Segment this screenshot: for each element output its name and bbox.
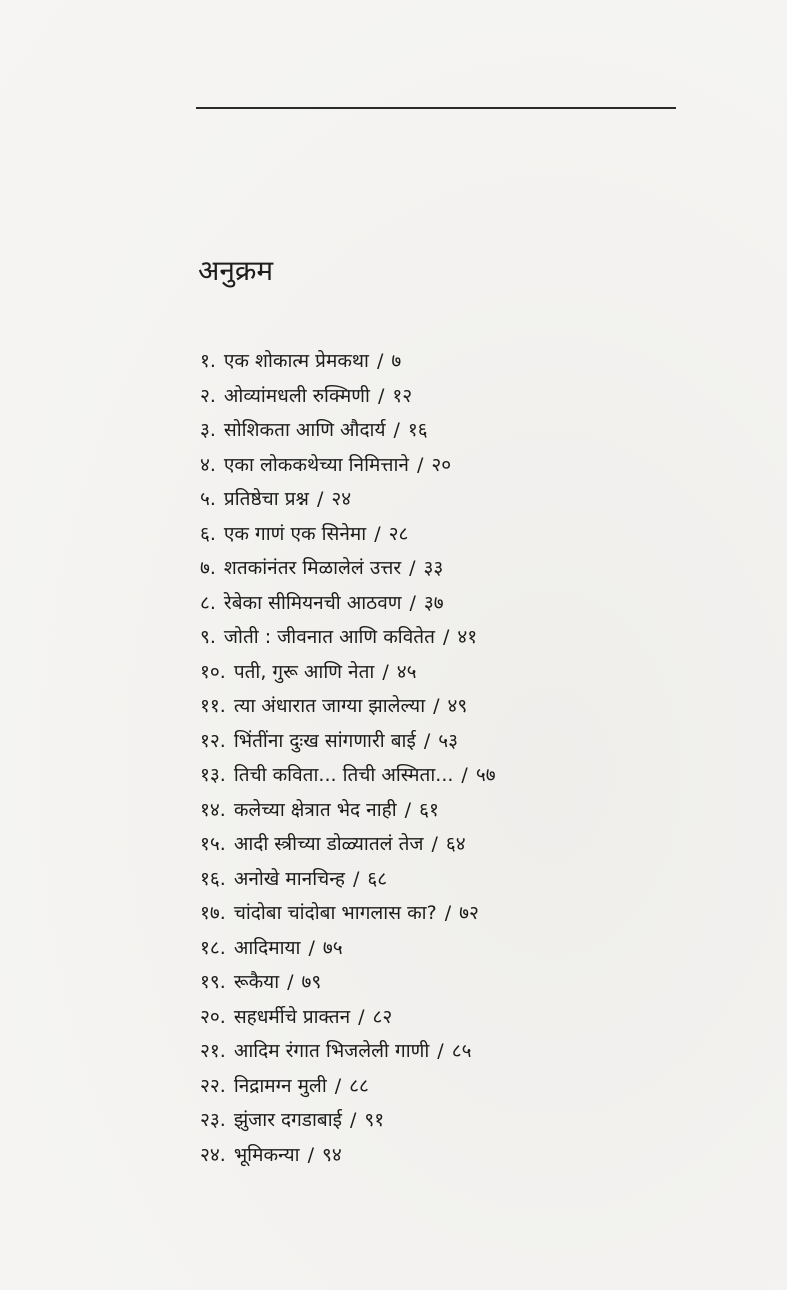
entry-page-number: ४१	[457, 626, 478, 648]
contents-entry	[200, 448, 496, 483]
entry-page-number: ९४	[322, 1143, 342, 1166]
contents-entry	[200, 1138, 496, 1173]
contents-heading: अनुक्रम	[198, 254, 274, 287]
entry-number: ९.	[200, 626, 216, 648]
contents-entry	[200, 793, 496, 828]
entry-title: रूकैया	[233, 971, 280, 993]
entry-title: भूमिकन्या	[233, 1143, 300, 1166]
entry-page-number: ९१	[364, 1109, 385, 1131]
contents-entry	[200, 586, 496, 621]
contents-entry	[200, 379, 496, 414]
entry-separator: /	[382, 660, 389, 683]
entry-title: सोशिकता आणि औदार्य	[223, 419, 386, 441]
entry-title: निद्रामग्न मुली	[233, 1074, 327, 1097]
entry-page-number: २४	[331, 488, 352, 510]
entry-separator: /	[376, 350, 384, 372]
entry-title: एक गाणं एक सिनेमा	[223, 522, 367, 545]
contents-entry	[200, 344, 496, 379]
entry-separator: /	[316, 488, 324, 510]
entry-number: १५.	[200, 833, 226, 855]
contents-entry	[200, 931, 496, 966]
entry-separator: /	[287, 971, 294, 993]
entry-page-number: ५३	[438, 729, 458, 752]
entry-separator: /	[444, 902, 452, 924]
entry-number: १८.	[200, 936, 226, 959]
entry-title: चांदोबा चांदोबा भागलास का?	[233, 902, 437, 924]
entry-separator: /	[308, 936, 315, 959]
entry-separator: /	[433, 695, 440, 717]
entry-number: १२.	[200, 729, 226, 752]
entry-separator: /	[377, 384, 385, 407]
contents-entry	[200, 1034, 496, 1069]
entry-title: ओव्यांमधली रुक्मिणी	[223, 384, 370, 407]
entry-separator: /	[374, 522, 381, 545]
entry-separator: /	[334, 1074, 342, 1097]
entry-page-number: ७९	[301, 971, 322, 993]
entry-page-number: ३७	[423, 591, 444, 614]
entry-number: ४.	[200, 453, 216, 476]
contents-entry	[200, 655, 496, 690]
entry-page-number: २८	[388, 522, 409, 545]
contents-entry	[200, 551, 496, 586]
entry-title: झुंजार दगडाबाई	[233, 1109, 342, 1131]
entry-page-number: ८८	[349, 1074, 369, 1097]
entry-page-number: १२	[392, 384, 413, 407]
entry-separator: /	[423, 729, 431, 752]
contents-list	[200, 344, 496, 1172]
entry-page-number: ८५	[451, 1040, 472, 1062]
contents-entry	[200, 827, 496, 862]
entry-separator: /	[442, 626, 450, 648]
entry-number: २.	[200, 384, 216, 407]
contents-entry	[200, 965, 496, 1000]
entry-number: ८.	[200, 591, 216, 614]
entry-title: भिंतींना दुःख सांगणारी बाई	[233, 729, 416, 752]
entry-number: ५.	[200, 488, 216, 510]
entry-page-number: ७२	[459, 902, 479, 924]
entry-number: १.	[200, 350, 216, 372]
entry-page-number: ३३	[423, 557, 444, 579]
entry-separator: /	[409, 591, 416, 614]
entry-page-number: ४९	[447, 695, 468, 717]
entry-number: ६.	[200, 522, 216, 545]
entry-separator: /	[437, 1040, 444, 1062]
entry-number: २३.	[200, 1109, 226, 1131]
contents-entry	[200, 689, 496, 724]
entry-separator: /	[307, 1143, 314, 1166]
entry-page-number: ७	[391, 350, 402, 372]
entry-title: एका लोककथेच्या निमित्ताने	[223, 453, 409, 476]
entry-number: ११.	[200, 695, 226, 717]
contents-entry	[200, 758, 496, 793]
entry-separator: /	[416, 453, 424, 476]
contents-entry	[200, 896, 496, 931]
entry-title: सहधर्मीचे प्राक्तन	[233, 1005, 351, 1028]
entry-number: १६.	[200, 867, 226, 890]
entry-separator: /	[352, 867, 360, 890]
entry-page-number: ६८	[367, 867, 388, 890]
entry-title: आदिमाया	[233, 936, 301, 959]
entry-separator: /	[358, 1005, 365, 1028]
contents-entry	[200, 413, 496, 448]
entry-number: २२.	[200, 1074, 226, 1097]
entry-title: शतकांनंतर मिळालेलं उत्तर	[223, 557, 402, 579]
entry-title: पती, गुरू आणि नेता	[233, 660, 375, 683]
entry-page-number: १६	[407, 419, 428, 441]
entry-number: १७.	[200, 902, 226, 924]
entry-separator: /	[393, 419, 400, 441]
entry-title: अनोखे मानचिन्ह	[233, 867, 345, 890]
entry-page-number: ८२	[372, 1005, 393, 1028]
entry-number: ३.	[200, 419, 216, 441]
entry-page-number: ६४	[445, 833, 466, 855]
contents-entry	[200, 517, 496, 552]
entry-page-number: ५७	[475, 764, 496, 786]
entry-title: रेबेका सीमियनची आठवण	[223, 591, 402, 614]
entry-number: २०.	[200, 1005, 226, 1028]
entry-title: एक शोकात्म प्रेमकथा	[223, 350, 369, 372]
entry-separator: /	[409, 557, 416, 579]
entry-separator: /	[404, 798, 412, 821]
entry-number: १४.	[200, 798, 226, 821]
entry-page-number: ७५	[322, 936, 343, 959]
entry-number: १३.	[200, 764, 226, 786]
entry-page-number: २०	[431, 453, 452, 476]
entry-separator: /	[349, 1109, 357, 1131]
entry-title: कलेच्या क्षेत्रात भेद नाही	[233, 798, 397, 821]
entry-number: ७.	[200, 557, 216, 579]
entry-number: १०.	[200, 660, 226, 683]
entry-title: प्रतिष्ठेचा प्रश्न	[223, 488, 309, 510]
entry-separator: /	[461, 764, 468, 786]
entry-number: २१.	[200, 1040, 226, 1062]
contents-entry	[200, 862, 496, 897]
contents-entry	[200, 620, 496, 655]
entry-page-number: ४५	[396, 660, 417, 683]
entry-page-number: ६१	[419, 798, 439, 821]
entry-title: आदी स्त्रीच्या डोळ्यातलं तेज	[233, 833, 424, 855]
contents-entry	[200, 1000, 496, 1035]
entry-title: आदिम रंगात भिजलेली गाणी	[233, 1040, 430, 1062]
entry-title: त्या अंधारात जाग्या झालेल्या	[233, 695, 426, 717]
entry-separator: /	[431, 833, 438, 855]
contents-entry	[200, 1069, 496, 1104]
entry-number: १९.	[200, 971, 226, 993]
contents-entry	[200, 1103, 496, 1138]
entry-title: जोती : जीवनात आणि कवितेत	[223, 626, 435, 648]
header-rule	[196, 107, 676, 109]
contents-entry	[200, 724, 496, 759]
entry-title: तिची कविता... तिची अस्मिता...	[233, 764, 454, 786]
entry-number: २४.	[200, 1143, 226, 1166]
contents-entry	[200, 482, 496, 517]
